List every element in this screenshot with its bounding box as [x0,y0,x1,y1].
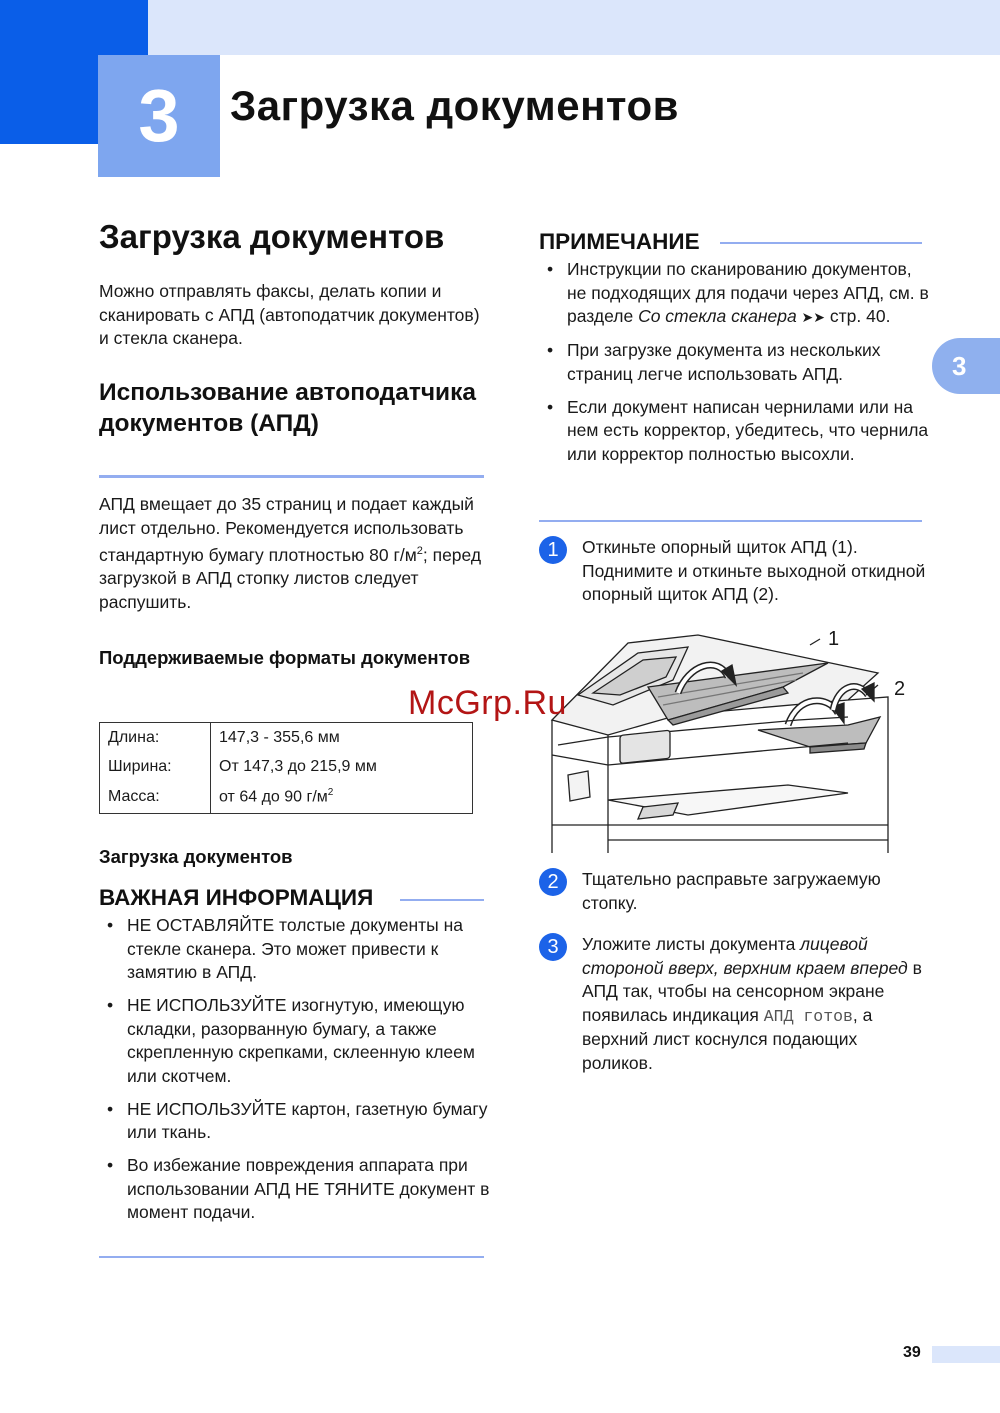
step-text-part: , а верхний лист коснулся подающих роликов. [582,1004,873,1073]
spec-value: от 64 до 90 г/м [219,788,328,806]
step-number-badge [539,933,567,961]
list-item: • НЕ ИСПОЛЬЗУЙТЕ изогнутую, имеющую складки, разорванную бумагу, а также скрепленную скрепками, склеенную клеем или скотчем. [107,995,475,1086]
spec-label: Длина: [100,723,211,753]
chapter-title: Загрузка документов [230,82,679,129]
intro-paragraph: Можно отправлять факсы, делать копии и сканировать с АПД (автоподатчик документов) и стекла сканера. [99,281,480,348]
heading-divider [99,475,484,478]
formats-table [99,722,473,814]
note-list [545,258,930,476]
note-item-page: стр. 40. [825,306,891,326]
step-text: Тщательно расправьте загружаемую стопку. [582,869,881,913]
adf-illustration [548,625,920,853]
spec-value-cell [211,781,473,814]
list-item: • Во избежание повреждения аппарата при использовании АПД НЕ ТЯНИТЕ документ в момент подачи. [107,1155,490,1222]
step-text: Откиньте опорный щиток АПД (1). Поднимите и откиньте выходной откидной опорный щиток АПД (2). [582,537,926,604]
callout-1: 1 [828,628,840,650]
important-item-text: НЕ ОСТАВЛЯЙТЕ толстые документы на стекле сканера. Это может привести к замятию в АПД. [127,915,463,982]
step-1 [539,536,929,611]
important-heading: ВАЖНАЯ ИНФОРМАЦИЯ [99,885,374,910]
callout-2: 2 [894,678,906,700]
step-text-part: в АПД так, чтобы на сенсорном экране появилась индикация [582,957,922,1025]
step-number-badge [539,536,567,564]
important-item-text: НЕ ИСПОЛЬЗУЙТЕ изогнутую, имеющую складки, разорванную бумагу, а также скрепленную скрепками, склеенную клеем или скотчем. [127,995,475,1086]
step-emphasis: лицевой стороной вверх, верхним краем вперед [582,934,908,978]
chapter-side-tab [932,338,1000,394]
important-item-text: НЕ ИСПОЛЬЗУЙТЕ картон, газетную бумагу или ткань. [127,1098,488,1142]
note-bottom-rule [539,520,922,522]
list-item: • При загрузке документа из нескольких страниц легче использовать АПД. [547,340,881,384]
note-item-text: Если документ написан чернилами или на нем есть корректор, убедитесь, что чернила или корректор полностью высохли. [567,396,929,464]
arrow-icon: ➤➤ [801,309,826,325]
table-row [100,781,473,814]
list-item: • Если документ написан чернилами или на нем есть корректор, убедитесь, что чернила или корректор полностью высохли. [547,396,929,464]
header-band [148,0,1000,55]
note-rule [720,242,922,244]
formats-heading: Поддерживаемые форматы документов [99,647,471,668]
step-text [582,933,927,1075]
table-row [100,752,473,781]
page-number: 39 [903,1344,921,1361]
chapter-number-box [98,55,220,177]
subsection-heading-adf: Использование автоподатчика документов (АПД) [99,379,476,437]
lcd-message: АПД готов [763,1006,853,1026]
adf-paragraph [99,493,494,614]
note-item-text: Инструкции по сканированию документов, не подходящих для подачи через АПД, см. в разделе [567,259,929,326]
important-rule [400,899,484,901]
table-row [100,723,473,753]
spec-value: 147,3 - 355,6 мм [219,728,340,746]
loading-heading: Загрузка документов [99,846,293,867]
section-heading: Загрузка документов [99,218,445,255]
list-item: • НЕ ОСТАВЛЯЙТЕ толстые документы на стекле сканера. Это может привести к замятию в АПД. [107,915,463,982]
step-2 [539,868,929,918]
step-number-badge [539,868,567,896]
important-item-text: Во избежание повреждения аппарата при использовании АПД НЕ ТЯНИТЕ документ в момент подачи. [127,1155,490,1222]
side-tab-number: 3 [952,350,967,381]
note-item-text: При загрузке документа из нескольких страниц легче использовать АПД. [567,340,881,384]
important-list [105,914,490,1234]
important-bottom-rule [99,1256,484,1258]
step-3 [539,933,929,1083]
spec-label: Ширина: [100,752,211,781]
adf-text-part2: ; перед загрузкой в АПД стопку листов следует распушить. [99,544,482,612]
spec-value: От 147,3 до 215,9 мм [219,757,377,775]
chapter-number: 3 [138,74,180,157]
step-number: 2 [547,870,559,893]
spec-superscript: 2 [327,787,334,799]
list-item: • НЕ ИСПОЛЬЗУЙТЕ картон, газетную бумагу или ткань. [107,1098,488,1142]
spec-label: Масса: [100,781,211,814]
note-heading: ПРИМЕЧАНИЕ [539,229,700,254]
footer-bar [932,1346,1000,1363]
watermark: McGrp.Ru [408,684,567,722]
list-item: • Инструкции по сканированию документов, не подходящих для подачи через АПД, см. в разделе Со стекла сканера ➤➤ стр. 40. [547,259,929,326]
step-number: 3 [547,935,559,958]
adf-text-part1: АПД вмещает до 35 страниц и подает каждый лист отдельно. Рекомендуется использовать стандартную бумагу плотностью 80 г/м [99,494,474,565]
step-number: 1 [547,538,559,561]
cross-reference-link[interactable]: Со стекла сканера [638,306,797,326]
step-text-part: Уложите листы документа [582,934,801,954]
adf-superscript: 2 [416,545,423,557]
